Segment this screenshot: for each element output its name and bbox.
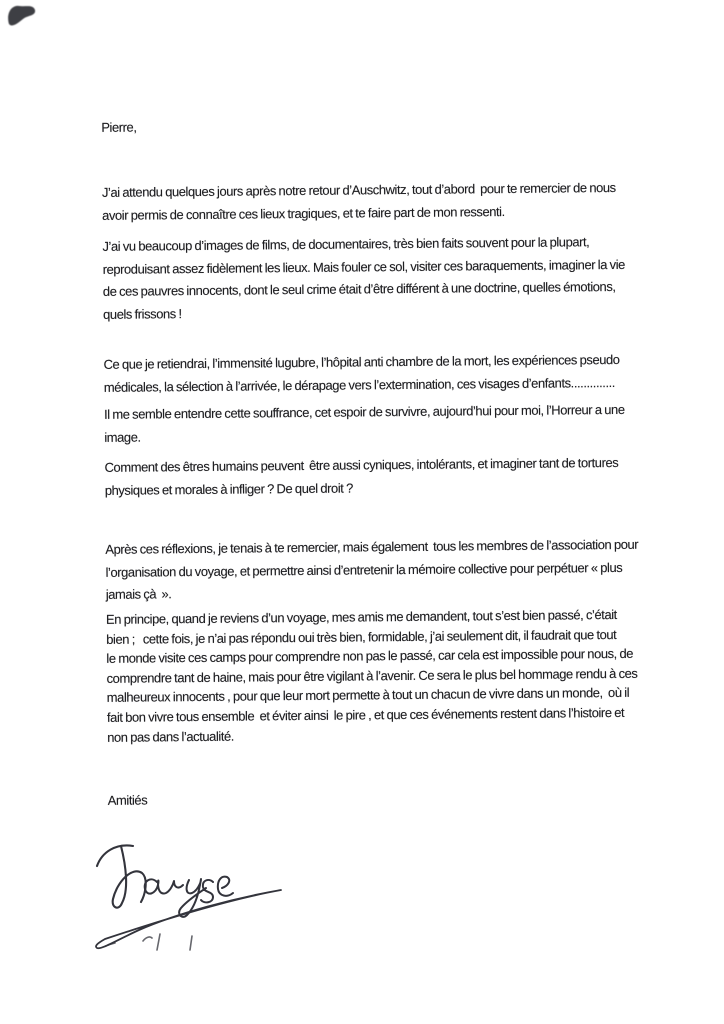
signature-initial-body xyxy=(113,846,146,908)
letter-paragraph-6: Après ces réflexions, je tenais à te remercier, mais également tous les membres de l’association pour l’organisation du voyage, et permettre ainsi d’entretenir la mémoire collective pour perpétuer « plus jamais çà ». xyxy=(105,536,639,603)
scan-corner-mark xyxy=(6,2,40,28)
letter-paragraph-5: Comment des êtres humains peuvent être aussi cyniques, intolérants, et imaginer tant de tortures physiques et morales à infliger ? De quel droit ? xyxy=(104,454,619,498)
letter-salutation: Pierre, xyxy=(101,119,137,135)
signature-partial-strokes xyxy=(108,934,192,950)
letter-closing: Amitiés xyxy=(107,792,148,808)
signature-letters xyxy=(145,877,233,917)
signature-initial-hook xyxy=(97,845,133,866)
letter-paragraph-4: Il me semble entendre cette souffrance, cet espoir de survivre, aujourd’hui pour moi, l’Horreur a une image. xyxy=(103,401,625,445)
letter-paragraph-7: En principe, quand je reviens d’un voyage, mes amis me demandent, tout s’est bien passé, c’était bien ; cette fois, je n’ai pas répondu oui très bien, formidable, j’ai seulement dit, il faudrait que tout le monde visite ces camps pour comprendre non pas le passé, car cela est impossible pour nous, de comprendre tant de haine, mais pour être vigilant à l’avenir. Ce sera le plus bel hommage rendu à ces malheureux innocents , pour que leur mort permette à tout un chacun de vivre dans un monde, où il fait bon vivre tous ensemble et éviter ainsi le pire , et que ces événements restent dans l’histoire et non pas dans l’actualité. xyxy=(105,606,638,745)
letter-paragraph-2: J’ai vu beaucoup d’images de films, de documentaires, très bien faits souvent pour la plupart, reproduisant assez fidèlement les lieux. Mais fouler ce sol, visiter ces baraquements, imaginer la vie de ces pauvres innocents, dont le seul crime était d’être différent à une doctrine, quelles émotions, quels frissons ! xyxy=(102,234,625,322)
handwritten-signature xyxy=(83,833,383,963)
letter-paragraph-3: Ce que je retiendrai, l’immensité lugubre, l’hôpital anti chambre de la mort, les expériences pseudo médicales, la sélection à l’arrivée, le dérapage vers l’extermination, ces visages d’enfants.............. xyxy=(103,351,620,395)
letter-paragraph-1: J’ai attendu quelques jours après notre retour d’Auschwitz, tout d’abord pour te remercier de nous avoir permis de connaître ces lieux tragiques, et te faire part de mon ressenti. xyxy=(101,179,616,223)
